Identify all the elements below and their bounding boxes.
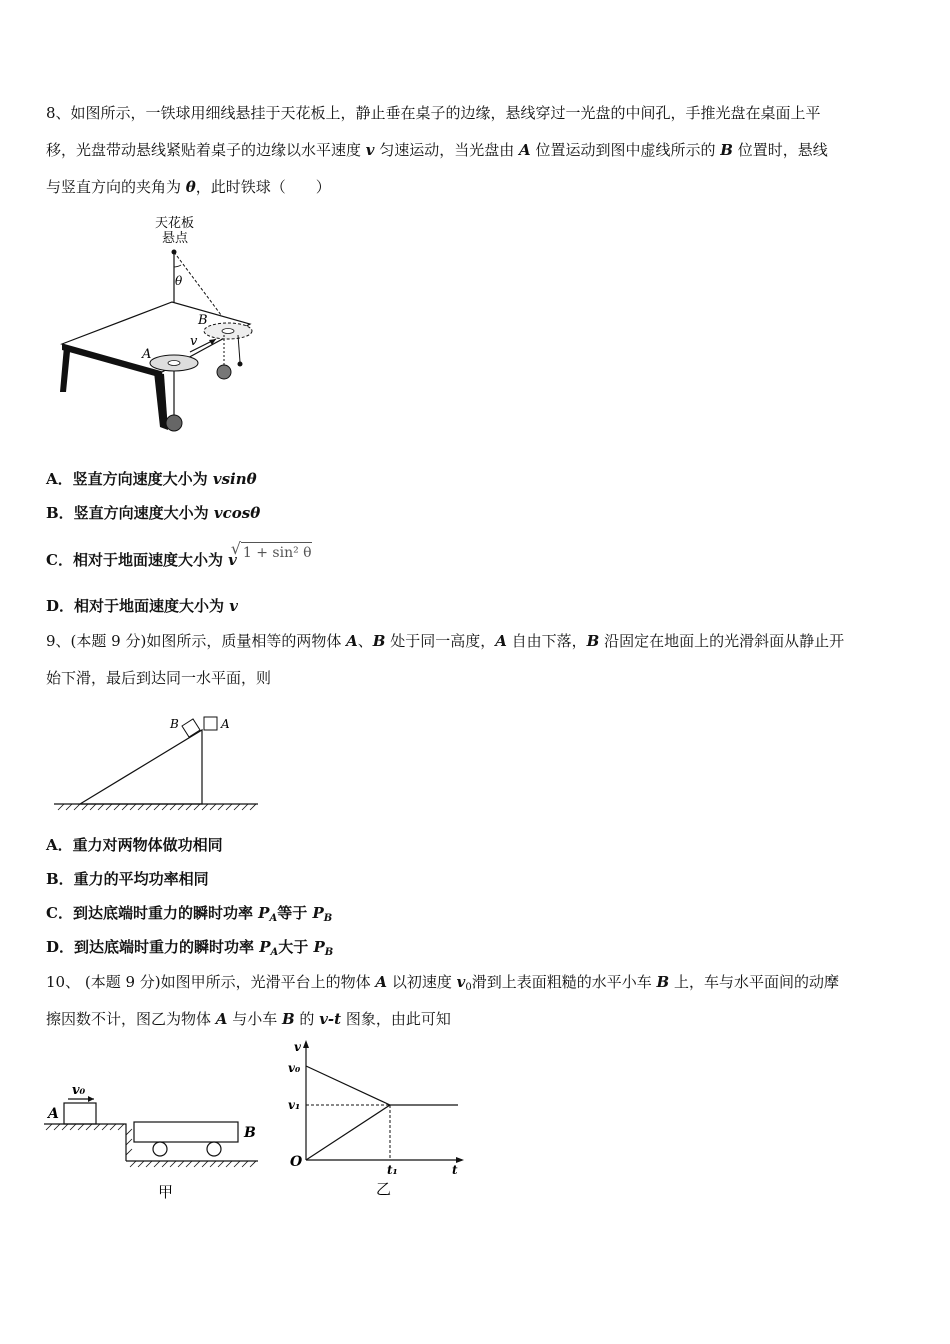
q9-text: 始下滑，最后到达同一水平面，则 — [46, 669, 272, 687]
q9-line-2 — [46, 668, 271, 688]
q9-option-A[interactable] — [46, 835, 223, 855]
q8-line-3 — [46, 177, 331, 197]
sqrt-icon: √ — [230, 539, 242, 558]
fig-yi-caption: 乙 — [376, 1180, 392, 1198]
line-B — [306, 1105, 390, 1160]
q8-text: 位置时，悬线 — [732, 141, 828, 159]
option-var: P — [258, 904, 270, 922]
block-A — [204, 717, 217, 730]
q10-var: A — [215, 1010, 228, 1028]
ground-hatch — [58, 804, 256, 810]
option-label: A．重力对两物体做功相同 — [46, 836, 223, 854]
q10-var: v-t — [319, 1010, 342, 1028]
option-value: v — [229, 597, 238, 615]
q9-text: 自由下落， — [506, 632, 587, 650]
option-var: P — [259, 938, 271, 956]
ball-A — [166, 415, 182, 431]
q8-text: 位置运动到图中虚线所示的 — [530, 141, 721, 159]
fig-yi-t: t — [452, 1163, 458, 1177]
q8-fig-point-label: 悬点 — [162, 231, 189, 246]
ball-B-small — [238, 362, 243, 367]
q8-text: 8、如图所示，一铁球用细线悬挂于天花板上，静止垂在桌子的边缘，悬线穿过一光盘的中间孔，手推光盘在桌面上平 — [46, 104, 821, 122]
q10-var: B — [281, 1010, 295, 1028]
q8-var-A: A — [519, 141, 531, 159]
platform-hatch — [46, 1124, 132, 1155]
incline — [80, 730, 202, 804]
v-axis-arrowhead-icon — [303, 1040, 309, 1048]
q9-text: 、 — [357, 632, 373, 650]
disk-A-hole — [168, 361, 180, 366]
q8-text: 与竖直方向的夹角为 — [46, 178, 186, 196]
q8-fig-A: A — [142, 347, 152, 362]
q8-option-A[interactable] — [46, 469, 257, 489]
cart-B — [134, 1122, 238, 1142]
fig-yi-v1: v₁ — [288, 1098, 301, 1112]
q9-fig-A: A — [221, 717, 230, 731]
q8-line-1 — [46, 103, 821, 123]
option-label: A．竖直方向速度大小为 — [46, 470, 213, 488]
q9-var: A — [495, 632, 507, 650]
option-label: D．到达底端时重力的瞬时功率 — [46, 938, 260, 956]
q10-text: 10、 (本题 9 分)如图甲所示，光滑平台上的物体 — [46, 973, 376, 991]
q10-var: A — [375, 973, 388, 991]
q9-line-1 — [46, 631, 844, 651]
q8-fig-v: v — [190, 334, 198, 349]
q10-text: 图象，由此可知 — [341, 1010, 451, 1028]
q8-option-D[interactable] — [46, 596, 238, 616]
block-B — [182, 719, 200, 737]
ground-hatch — [130, 1161, 256, 1167]
option-value: v — [228, 551, 237, 569]
q8-text: 移，光盘带动悬线紧贴着桌子的边缘以水平速度 — [46, 141, 366, 159]
sqrt-expression — [230, 539, 312, 563]
option-label: C．相对于地面速度大小为 — [46, 551, 229, 569]
q8-fig-B: B — [198, 313, 208, 328]
fig-yi-v: v — [294, 1040, 301, 1054]
arrowhead-icon — [88, 1096, 94, 1102]
cart-wheel — [207, 1142, 221, 1156]
q8-text: ，此时铁球（ ） — [195, 178, 331, 196]
option-value: vsinθ — [212, 470, 257, 488]
q8-var-theta: θ — [185, 178, 196, 196]
option-sub: A — [269, 913, 278, 924]
q8-option-C[interactable] — [46, 539, 312, 571]
q8-fig-ceiling-label: 天花板 — [155, 216, 195, 231]
q9-var: B — [586, 632, 600, 650]
q10-var: v — [456, 973, 466, 991]
theta-arc — [174, 265, 181, 267]
disk-B-hole — [222, 329, 234, 334]
fig-jia-B: B — [244, 1125, 256, 1141]
fig-yi-t1: t₁ — [387, 1163, 398, 1177]
line-A — [306, 1066, 390, 1105]
option-label: C．到达底端时重力的瞬时功率 — [46, 904, 259, 922]
q8-var-B: B — [720, 141, 733, 159]
option-sub: B — [324, 947, 334, 958]
q10-var: B — [656, 973, 670, 991]
block-A — [64, 1103, 96, 1124]
option-label: 大于 — [278, 938, 314, 956]
q10-line-1 — [46, 972, 839, 998]
q8-fig-theta: θ — [175, 274, 183, 288]
q9-fig-B: B — [170, 717, 179, 731]
table-leg — [60, 346, 70, 392]
platform — [44, 1124, 126, 1161]
q8-line-2 — [46, 140, 828, 160]
ball-B — [217, 365, 231, 379]
fig-yi-O: O — [290, 1154, 303, 1170]
fig-jia-v0: v₀ — [72, 1083, 86, 1098]
option-label: B．竖直方向速度大小为 — [46, 504, 214, 522]
option-sub: B — [323, 913, 333, 924]
option-sub: A — [270, 947, 279, 958]
q10-text: 的 — [294, 1010, 320, 1028]
q8-figure — [50, 212, 270, 442]
option-value: vcosθ — [213, 504, 261, 522]
q9-option-D[interactable] — [46, 937, 333, 963]
q9-text: 处于同一高度， — [385, 632, 496, 650]
string-B — [238, 335, 240, 362]
option-var: P — [313, 938, 325, 956]
q9-text: 9、(本题 9 分)如图所示，质量相等的两物体 — [46, 632, 347, 650]
fig-jia-A: A — [48, 1106, 59, 1122]
fig-jia-caption: 甲 — [158, 1183, 174, 1201]
q9-var: B — [372, 632, 386, 650]
q9-text: 沿固定在地面上的光滑斜面从静止开 — [599, 632, 845, 650]
fig-yi-v0: v₀ — [288, 1061, 301, 1075]
q10-text: 以初速度 — [387, 973, 457, 991]
option-label: 等于 — [277, 904, 313, 922]
q10-figure-yi — [282, 1036, 472, 1206]
q8-text: 匀速运动，当光盘由 — [374, 141, 520, 159]
q10-text: 上，车与水平面间的动摩 — [669, 973, 839, 991]
q10-figure-jia — [44, 1075, 264, 1205]
option-label: B．重力的平均功率相同 — [46, 870, 209, 888]
option-label: D．相对于地面速度大小为 — [46, 597, 230, 615]
q9-figure — [50, 708, 265, 818]
cart-wheel — [153, 1142, 167, 1156]
sqrt-content: 1 + sin² θ — [242, 545, 312, 561]
q10-text: 擦因数不计，图乙为物体 — [46, 1010, 216, 1028]
q8-option-B[interactable] — [46, 503, 260, 523]
option-var: P — [312, 904, 324, 922]
q10-line-2 — [46, 1009, 451, 1029]
q10-sub: 0 — [465, 982, 472, 993]
q9-option-B[interactable] — [46, 869, 209, 889]
q8-var-v: v — [365, 141, 375, 159]
q10-text: 滑到上表面粗糙的水平小车 — [471, 973, 657, 991]
q9-var: A — [346, 632, 358, 650]
q10-text: 与小车 — [227, 1010, 282, 1028]
q9-option-C[interactable] — [46, 903, 332, 929]
